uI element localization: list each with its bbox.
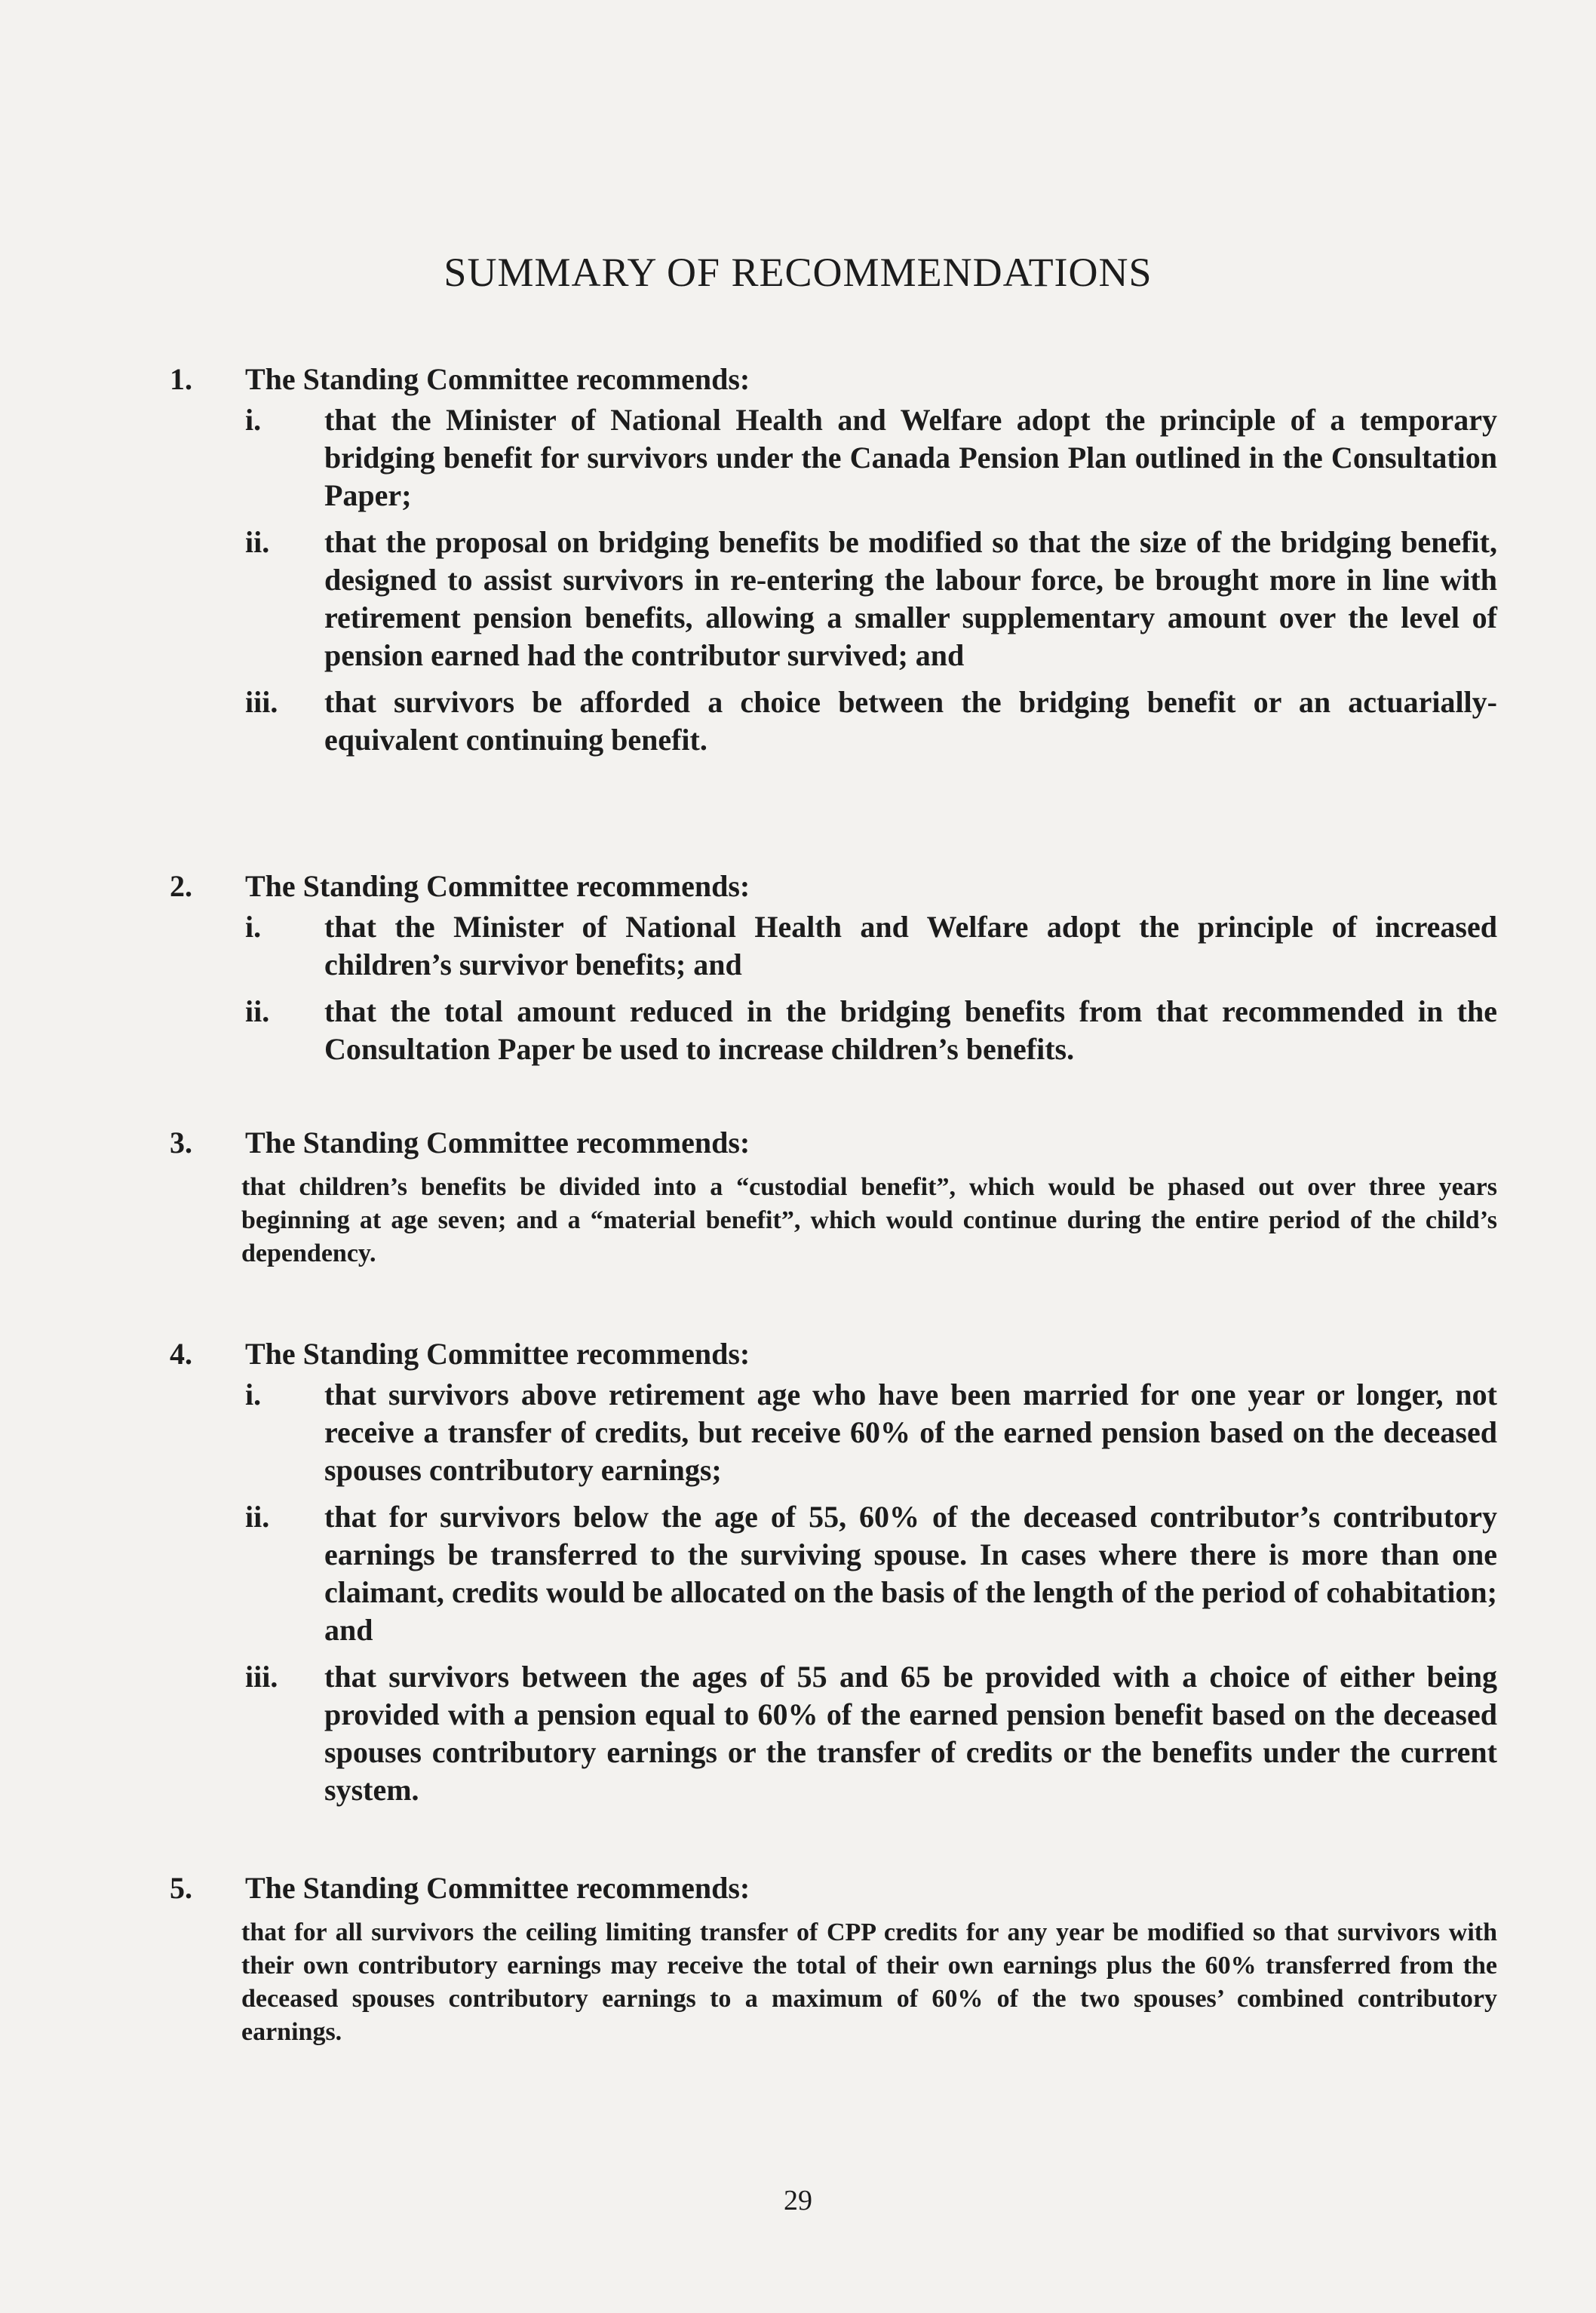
- recommendation-item: [170, 1498, 1497, 1649]
- section-number: 3.: [170, 1126, 192, 1160]
- recommendation-text: that children’s benefits be divided into a “custodial benefit”, which would be phased out over three years beginning at age seven; and a “material benefit”, which would continue during the entire period of the child’s dependency.: [241, 1173, 1497, 1267]
- item-text: that the Minister of National Health and Welfare adopt the principle of increased children’s survivor benefits; and: [324, 910, 1497, 981]
- recommendation-item: [170, 993, 1497, 1068]
- page-title: SUMMARY OF RECOMMENDATIONS: [444, 250, 1152, 295]
- recommendation-section-5: [170, 1869, 1497, 2049]
- page-number: 29: [784, 2185, 812, 2216]
- item-numeral: i.: [245, 403, 262, 437]
- recommendation-section-2: [170, 868, 1497, 1068]
- item-text: that the proposal on bridging benefits be modified so that the size of the bridging benefit, designed to assist survivors in re-entering the labour force, be brought more in line with retirement pension benefits, allowing a smaller supplementary amount over the level of pension earned had the contributor survived; and: [324, 525, 1497, 672]
- recommendation-section-3: [170, 1124, 1497, 1270]
- section-number: 4.: [170, 1337, 192, 1371]
- item-text: that for survivors below the age of 55, 60% of the deceased contributor’s contributory earnings be transferred to the surviving spouse. In cases where there is more than one claimant, credits would be allocated on the basis of the length of the period of cohabitation; and: [324, 1500, 1497, 1647]
- section-heading-text: The Standing Committee recommends:: [245, 869, 750, 903]
- item-numeral: i.: [245, 910, 262, 944]
- section-heading: [170, 868, 1497, 905]
- item-numeral: ii.: [245, 525, 270, 559]
- section-heading-text: The Standing Committee recommends:: [245, 1337, 750, 1371]
- recommendation-item: [170, 401, 1497, 515]
- item-text: that survivors above retirement age who have been married for one year or longer, not receive a transfer of credits, but receive 60% of the earned pension based on the deceased spouses contributory earnings;: [324, 1378, 1497, 1487]
- item-text: that the Minister of National Health and Welfare adopt the principle of a temporary bridging benefit for survivors under the Canada Pension Plan outlined in the Consultation Paper;: [324, 403, 1497, 512]
- recommendation-item: [170, 1658, 1497, 1809]
- item-numeral: ii.: [245, 994, 270, 1028]
- section-heading-text: The Standing Committee recommends:: [245, 1126, 750, 1160]
- recommendation-text: that for all survivors the ceiling limiting transfer of CPP credits for any year be modified so that survivors with their own contributory earnings may receive the total of their own earnings plus the 60% transferred from the deceased spouses contributory earnings to a maximum of 60% of the two spouses’ combined contributory earnings.: [241, 1918, 1497, 2046]
- section-heading-text: The Standing Committee recommends:: [245, 362, 750, 396]
- section-number: 2.: [170, 869, 192, 903]
- item-text: that survivors between the ages of 55 and 65 be provided with a choice of either being provided with a pension equal to 60% of the earned pension benefit based on the deceased spouses contributory earnings or the transfer of credits or the benefits under the current system.: [324, 1660, 1497, 1807]
- recommendation-section-1: [170, 361, 1497, 759]
- item-numeral: iii.: [245, 1660, 278, 1694]
- item-numeral: i.: [245, 1378, 262, 1411]
- recommendation-section-4: [170, 1335, 1497, 1809]
- recommendation-item: [170, 908, 1497, 984]
- section-heading-text: The Standing Committee recommends:: [245, 1871, 750, 1905]
- section-heading: [170, 1335, 1497, 1373]
- recommendation-item: [170, 683, 1497, 759]
- recommendation-item: [170, 524, 1497, 674]
- item-text: that survivors be afforded a choice between the bridging benefit or an actuarially-equivalent continuing benefit.: [324, 685, 1497, 757]
- section-number: 1.: [170, 362, 192, 396]
- section-number: 5.: [170, 1871, 192, 1905]
- section-heading: [170, 1124, 1497, 1162]
- item-text: that the total amount reduced in the bridging benefits from that recommended in the Consultation Paper be used to increase children’s benefits.: [324, 994, 1497, 1066]
- item-numeral: iii.: [245, 685, 278, 719]
- recommendation-item: [170, 1376, 1497, 1489]
- section-heading: [170, 361, 1497, 398]
- section-heading: [170, 1869, 1497, 1907]
- item-numeral: ii.: [245, 1500, 270, 1534]
